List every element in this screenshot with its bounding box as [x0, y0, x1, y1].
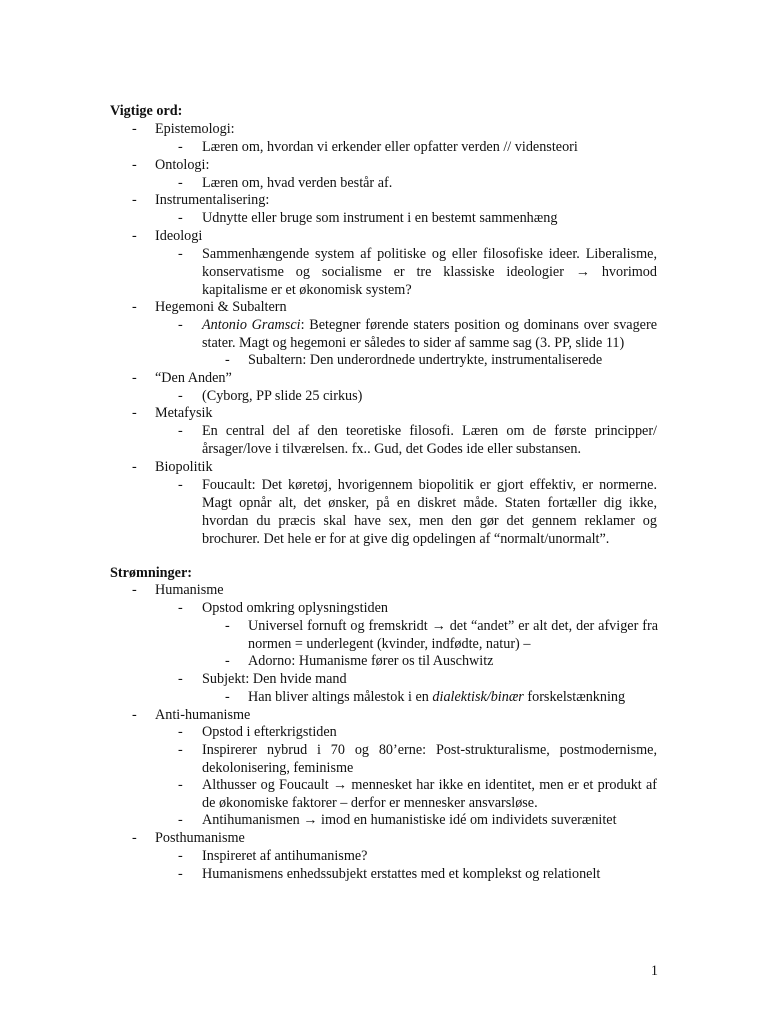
bullet-dash: -: [178, 210, 183, 226]
maalestok-text: Han bliver altings målestok i en: [248, 689, 433, 705]
bullet-dash: -: [132, 459, 137, 475]
bullet-dash: -: [132, 582, 137, 598]
definition-epistemologi: Læren om, hvordan vi erkender eller opfatter verden // vidensteori: [202, 139, 578, 155]
bullet-dash: -: [225, 352, 230, 368]
maalestok-italic: dialektisk/binær: [432, 689, 524, 705]
bullet-dash: -: [178, 139, 183, 155]
bullet-dash: -: [178, 742, 183, 758]
bullet-dash: -: [178, 812, 183, 828]
term-hegemoni: Hegemoni & Subaltern: [155, 299, 287, 315]
bullet-dash: -: [178, 724, 183, 740]
bullet-dash: -: [178, 600, 183, 616]
term-instrumentalisering: Instrumentalisering:: [155, 192, 270, 208]
bullet-dash: -: [178, 388, 183, 404]
term-ideologi: Ideologi: [155, 228, 203, 244]
definition-metafysik: En central del af den teoretiske filosofi. Læren om de første principper/årsager/love i tilværelsen. fx.. Gud, det Godes ide eller substansen.: [202, 423, 657, 457]
term-epistemologi: Epistemologi:: [155, 121, 235, 137]
bullet-dash: -: [132, 192, 137, 208]
maalestok-text-end: forskelstænkning: [523, 689, 626, 705]
humanisme-opstod: Opstod omkring oplysningstiden: [202, 600, 389, 616]
humanisme-universel: Universel fornuft og fremskridt → det “andet” er alt det, der afviger fra normen = underlegent (kvinder, indfødte, natur) –: [248, 618, 658, 652]
bullet-dash: -: [132, 370, 137, 386]
page-number: 1: [650, 963, 658, 979]
bullet-dash: -: [178, 246, 183, 262]
anti-inspirerer: Inspirerer nybrud i 70 og 80’erne: Post-strukturalisme, postmodernisme, dekolonisering, feminisme: [202, 742, 657, 776]
anti-althusser: Althusser og Foucault → mennesket har ikke en identitet, men er et produkt af de økonomiske faktorer – derfor er mennesker ansvarsløse.: [202, 777, 657, 811]
term-posthumanisme: Posthumanisme: [155, 830, 245, 846]
humanisme-adorno: Adorno: Humanisme fører os til Auschwitz: [248, 653, 494, 669]
definition-instrumentalisering: Udnytte eller bruge som instrument i en bestemt sammenhæng: [202, 210, 558, 226]
term-den-anden: “Den Anden”: [155, 370, 232, 386]
bullet-dash: -: [178, 423, 183, 439]
bullet-dash: -: [178, 777, 183, 793]
term-biopolitik: Biopolitik: [155, 459, 213, 475]
definition-subaltern: Subaltern: Den underordnede undertrykte, instrumentaliserede: [248, 352, 603, 368]
bullet-dash: -: [132, 830, 137, 846]
definition-ideologi: Sammenhængende system af politiske og eller filosofiske ideer. Liberalisme, konservatisme og socialisme er tre klassiske ideologier → hvorimod kapitalisme er et økonomisk system?: [202, 246, 657, 298]
section-heading-vigtige-ord: Vigtige ord:: [110, 103, 183, 119]
humanisme-maalestok: [248, 688, 658, 706]
bullet-dash: -: [178, 175, 183, 191]
bullet-dash: -: [132, 707, 137, 723]
bullet-dash: -: [225, 653, 230, 669]
bullet-dash: -: [178, 671, 183, 687]
bullet-dash: -: [225, 618, 230, 634]
gramsci-definition: : Betegner førende staters position og dominans over svagere stater. Magt og hegemoni er således to sider af samme sag (3. PP, slide 11): [202, 317, 657, 351]
definition-den-anden: (Cyborg, PP slide 25 cirkus): [202, 388, 363, 404]
anti-antihumanismen: Antihumanismen → imod en humanistiske idé om individets suverænitet: [202, 812, 617, 828]
bullet-dash: -: [132, 157, 137, 173]
definition-ontologi: Læren om, hvad verden består af.: [202, 175, 393, 191]
gramsci-name: Antonio Gramsci: [202, 317, 301, 333]
term-ontologi: Ontologi:: [155, 157, 210, 173]
anti-opstod: Opstod i efterkrigstiden: [202, 724, 337, 740]
post-inspireret: Inspireret af antihumanisme?: [202, 848, 368, 864]
bullet-dash: -: [132, 228, 137, 244]
term-metafysik: Metafysik: [155, 405, 213, 421]
post-enhedssubjekt: Humanismens enhedssubjekt erstattes med et komplekst og relationelt: [202, 866, 601, 882]
humanisme-subjekt: Subjekt: Den hvide mand: [202, 671, 347, 687]
bullet-dash: -: [178, 866, 183, 882]
term-anti-humanisme: Anti-humanisme: [155, 707, 251, 723]
definition-hegemoni: [202, 316, 657, 352]
bullet-dash: -: [132, 405, 137, 421]
bullet-dash: -: [178, 477, 183, 493]
bullet-dash: -: [132, 299, 137, 315]
definition-biopolitik: Foucault: Det køretøj, hvorigennem biopolitik er gjort effektiv, er normerne. Magt opnår alt, det ønsker, på en diskret måde. Staten fortæller dig ikke, hvordan du præcis skal have sex, men den gør det gennem reklamer og brochurer. Det hele er for at give dig opdelingen af “normalt/unormalt”.: [202, 477, 657, 547]
bullet-dash: -: [225, 689, 230, 705]
bullet-dash: -: [132, 121, 137, 137]
term-humanisme: Humanisme: [155, 582, 224, 598]
bullet-dash: -: [178, 848, 183, 864]
bullet-dash: -: [178, 317, 183, 333]
section-heading-stromninger: Strømninger:: [110, 565, 192, 581]
